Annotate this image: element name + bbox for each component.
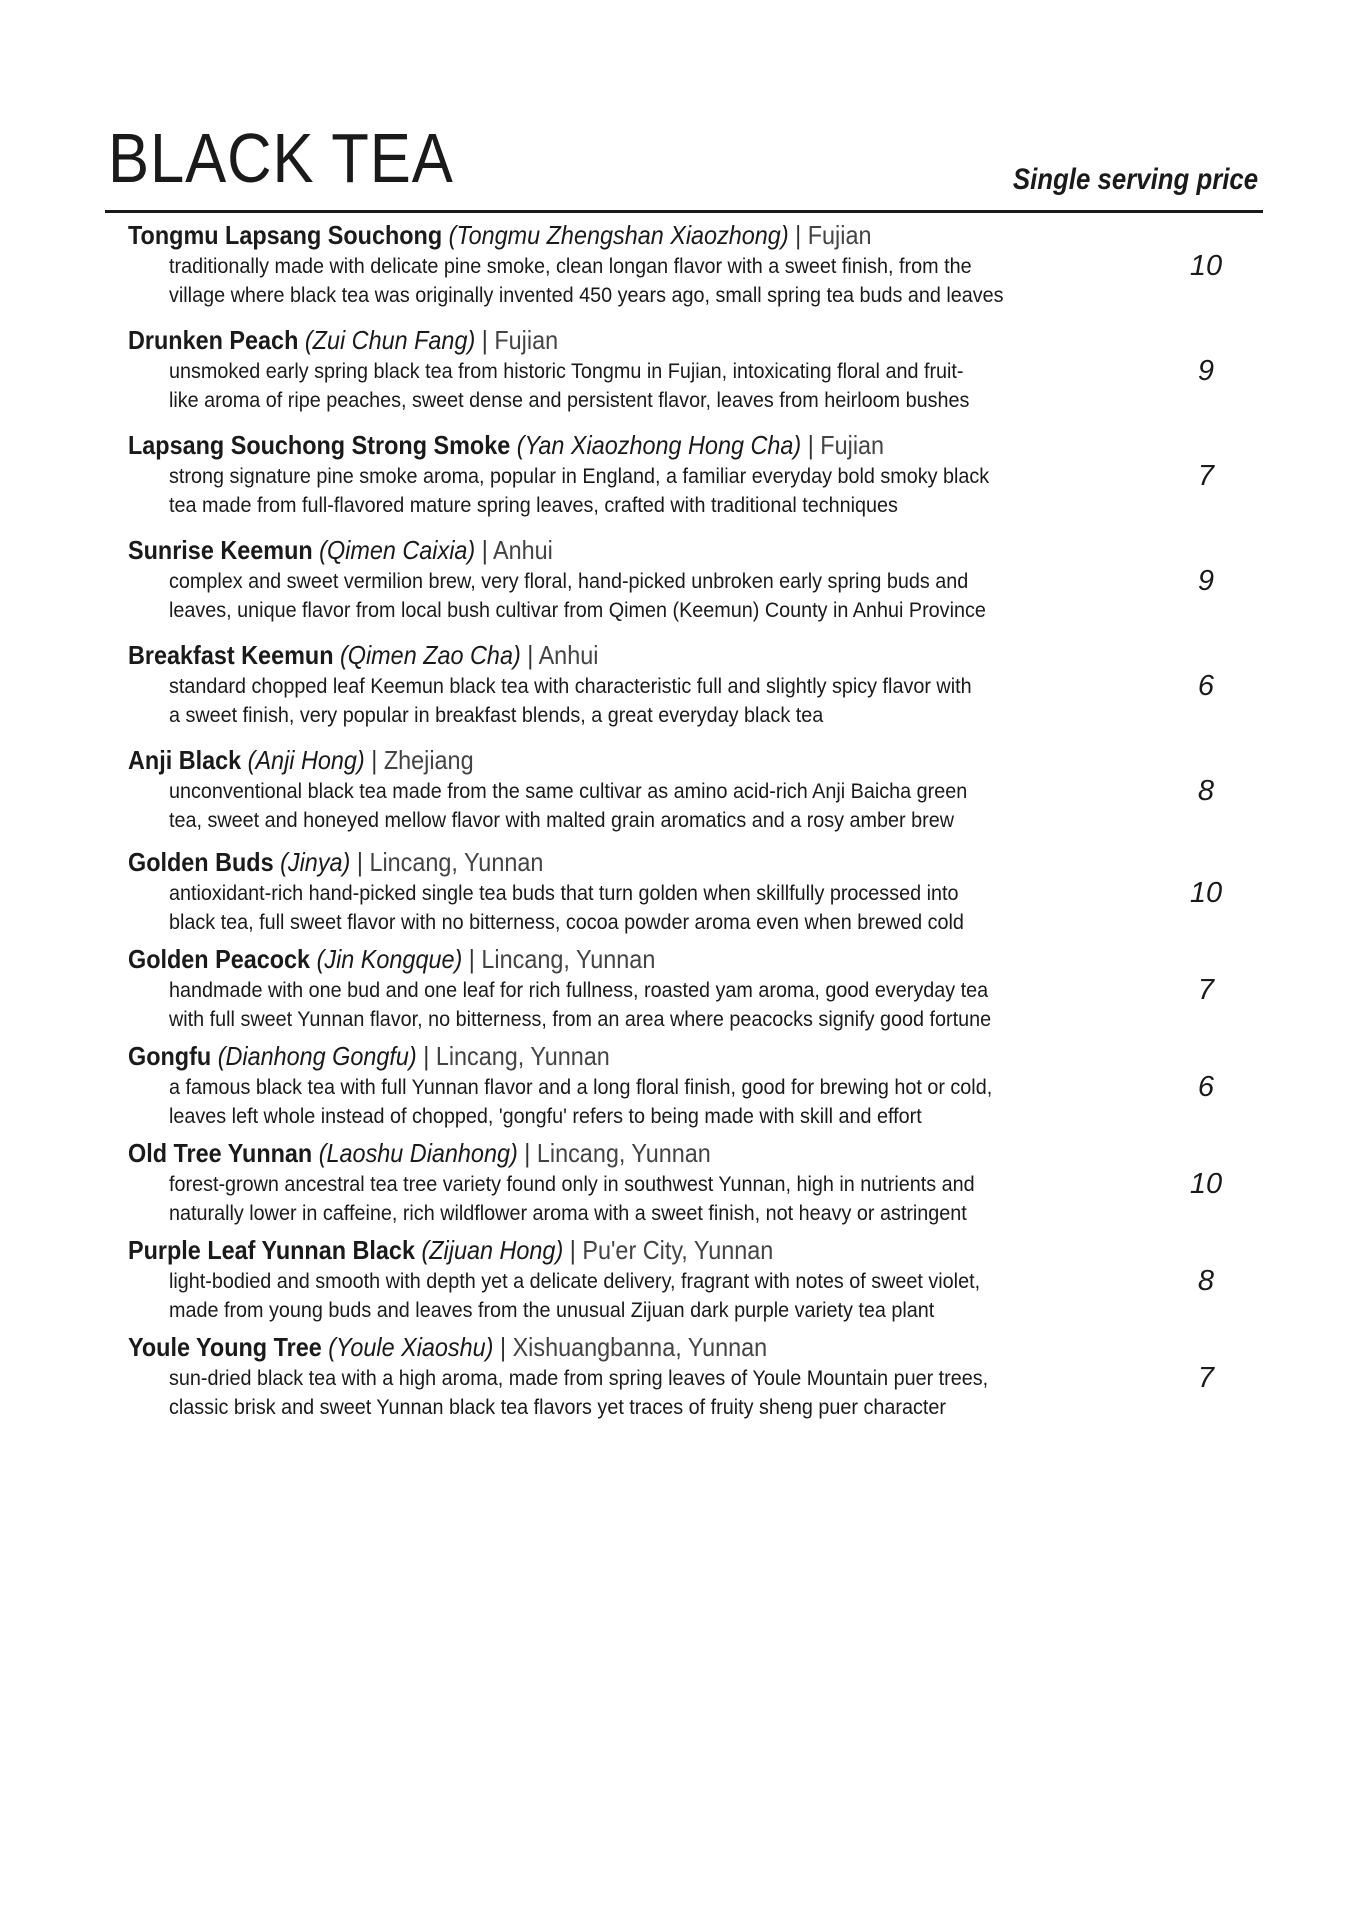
description-line: a sweet finish, very popular in breakfast blends, a great everyday black tea: [169, 703, 824, 727]
tea-name: Purple Leaf Yunnan Black: [128, 1235, 415, 1265]
description-line: traditionally made with delicate pine smoke, clean longan flavor with a sweet finish, from the: [169, 254, 972, 278]
tea-origin: Lincang, Yunnan: [481, 944, 656, 974]
tea-alias: (Jinya): [280, 847, 351, 877]
separator: |: [499, 1332, 507, 1362]
tea-name: Gongfu: [128, 1041, 212, 1071]
tea-price: 6: [1197, 670, 1215, 702]
description-line: light-bodied and smooth with depth yet a delicate delivery, fragrant with notes of sweet violet,: [169, 1269, 981, 1293]
tea-heading: [128, 219, 871, 251]
tea-origin: Fujian: [820, 430, 885, 460]
separator: |: [423, 1041, 430, 1071]
tea-name: Old Tree Yunnan: [128, 1138, 313, 1168]
tea-origin: Lincang, Yunnan: [536, 1138, 711, 1168]
tea-description: [169, 672, 972, 730]
tea-origin: Fujian: [494, 325, 559, 355]
tea-description: [169, 1170, 975, 1228]
separator: |: [524, 1138, 531, 1168]
tea-name: Youle Young Tree: [128, 1332, 322, 1362]
tea-heading: [128, 639, 598, 671]
description-line: village where black tea was originally invented 450 years ago, small spring tea buds and leaves: [169, 283, 1004, 307]
description-line: with full sweet Yunnan flavor, no bitterness, from an area where peacocks signify good fortune: [169, 1007, 992, 1031]
tea-alias: (Zui Chun Fang): [304, 325, 476, 355]
tea-item: [0, 429, 1358, 525]
separator: |: [481, 325, 488, 355]
tea-price: 7: [1197, 460, 1215, 492]
description-line: complex and sweet vermilion brew, very floral, hand-picked unbroken early spring buds and: [169, 569, 969, 593]
description-line: made from young buds and leaves from the unusual Zijuan dark purple variety tea plant: [169, 1298, 935, 1322]
tea-name: Lapsang Souchong Strong Smoke: [128, 430, 511, 460]
tea-item: [0, 1234, 1358, 1330]
tea-name: Breakfast Keemun: [128, 640, 334, 670]
description-line: handmade with one bud and one leaf for rich fullness, roasted yam aroma, good everyday tea: [169, 978, 989, 1002]
tea-item: [0, 744, 1358, 840]
tea-description: [169, 976, 991, 1034]
separator: |: [527, 640, 534, 670]
tea-alias: (Anji Hong): [247, 745, 365, 775]
tea-origin: Lincang, Yunnan: [435, 1041, 610, 1071]
tea-description: [169, 567, 986, 625]
tea-description: [169, 462, 989, 520]
tea-origin: Zhejiang: [383, 745, 474, 775]
tea-heading: [128, 744, 474, 776]
tea-alias: (Youle Xiaoshu): [328, 1332, 494, 1362]
tea-heading: [128, 324, 558, 356]
description-line: forest-grown ancestral tea tree variety found only in southwest Yunnan, high in nutrients and: [169, 1172, 975, 1196]
description-line: tea made from full-flavored mature spring leaves, crafted with traditional techniques: [169, 493, 898, 517]
tea-origin: Xishuangbanna, Yunnan: [512, 1332, 768, 1362]
description-line: classic brisk and sweet Yunnan black tea flavors yet traces of fruity sheng puer character: [169, 1395, 946, 1419]
tea-item: [0, 1331, 1358, 1427]
description-line: antioxidant-rich hand-picked single tea buds that turn golden when skillfully processed into: [169, 881, 959, 905]
tea-heading: [128, 429, 884, 461]
separator: |: [795, 220, 802, 250]
description-line: leaves left whole instead of chopped, 'gongfu' refers to being made with skill and effort: [169, 1104, 922, 1128]
tea-price: 7: [1197, 974, 1215, 1006]
tea-heading: [128, 846, 543, 878]
tea-origin: Lincang, Yunnan: [369, 847, 544, 877]
tea-origin: Anhui: [493, 535, 553, 565]
tea-price: 8: [1197, 775, 1215, 807]
tea-description: [169, 252, 1004, 310]
tea-heading: [128, 1137, 711, 1169]
description-line: like aroma of ripe peaches, sweet dense and persistent flavor, leaves from heirloom bushes: [169, 388, 970, 412]
tea-description: [169, 1073, 992, 1131]
tea-name: Sunrise Keemun: [128, 535, 313, 565]
tea-item: [0, 534, 1358, 630]
description-line: strong signature pine smoke aroma, popular in England, a familiar everyday bold smoky black: [169, 464, 990, 488]
page-title: BLACK TEA: [108, 119, 454, 197]
tea-item: [0, 943, 1358, 1039]
tea-description: [169, 879, 964, 937]
tea-origin: Pu'er City, Yunnan: [582, 1235, 774, 1265]
separator: |: [356, 847, 363, 877]
tea-description: [169, 1364, 988, 1422]
description-line: leaves, unique flavor from local bush cultivar from Qimen (Keemun) County in Anhui Province: [169, 598, 986, 622]
tea-price: 10: [1189, 250, 1223, 282]
tea-name: Drunken Peach: [128, 325, 299, 355]
separator: |: [569, 1235, 576, 1265]
description-line: naturally lower in caffeine, rich wildflower aroma with a sweet finish, not heavy or astringent: [169, 1201, 967, 1225]
tea-item: [0, 639, 1358, 735]
tea-alias: (Qimen Caixia): [319, 535, 476, 565]
tea-description: [169, 1267, 980, 1325]
tea-origin: Fujian: [807, 220, 872, 250]
separator: |: [807, 430, 814, 460]
description-line: black tea, full sweet flavor with no bitterness, cocoa powder aroma even when brewed cold: [169, 910, 964, 934]
tea-origin: Anhui: [538, 640, 599, 670]
separator: |: [371, 745, 378, 775]
tea-description: [169, 357, 969, 415]
description-line: tea, sweet and honeyed mellow flavor with malted grain aromatics and a rosy amber brew: [169, 808, 954, 832]
tea-name: Golden Buds: [128, 847, 274, 877]
tea-heading: [128, 1234, 773, 1266]
description-line: unsmoked early spring black tea from historic Tongmu in Fujian, intoxicating floral and fruit-: [169, 359, 964, 383]
description-line: unconventional black tea made from the same cultivar as amino acid-rich Anji Baicha green: [169, 779, 968, 803]
tea-heading: [128, 1331, 767, 1363]
tea-item: [0, 1137, 1358, 1233]
tea-price: 9: [1197, 355, 1215, 387]
tea-price: 7: [1197, 1362, 1215, 1394]
tea-item: [0, 324, 1358, 420]
tea-description: [169, 777, 967, 835]
tea-alias: (Dianhong Gongfu): [217, 1041, 417, 1071]
description-line: sun-dried black tea with a high aroma, made from spring leaves of Youle Mountain puer trees,: [169, 1366, 989, 1390]
tea-heading: [128, 534, 553, 566]
tea-item: [0, 1040, 1358, 1136]
tea-price: 9: [1197, 565, 1215, 597]
tea-item: [0, 219, 1358, 315]
tea-alias: (Laoshu Dianhong): [318, 1138, 518, 1168]
description-line: standard chopped leaf Keemun black tea with characteristic full and slightly spicy flavor with: [169, 674, 972, 698]
tea-alias: (Jin Kongque): [316, 944, 463, 974]
tea-price: 10: [1189, 1168, 1223, 1200]
separator: |: [481, 535, 488, 565]
tea-heading: [128, 1040, 610, 1072]
price-column-header: Single serving price: [1012, 163, 1258, 196]
tea-name: Tongmu Lapsang Souchong: [128, 220, 443, 250]
tea-heading: [128, 943, 655, 975]
tea-price: 6: [1197, 1071, 1215, 1103]
separator: |: [468, 944, 475, 974]
tea-name: Golden Peacock: [128, 944, 311, 974]
tea-alias: (Tongmu Zhengshan Xiaozhong): [448, 220, 789, 250]
tea-alias: (Zijuan Hong): [421, 1235, 564, 1265]
tea-price: 8: [1197, 1265, 1215, 1297]
tea-name: Anji Black: [128, 745, 242, 775]
tea-price: 10: [1189, 877, 1223, 909]
tea-alias: (Qimen Zao Cha): [339, 640, 521, 670]
tea-item: [0, 846, 1358, 942]
description-line: a famous black tea with full Yunnan flavor and a long floral finish, good for brewing hot or cold,: [169, 1075, 993, 1099]
tea-alias: (Yan Xiaozhong Hong Cha): [516, 430, 802, 460]
